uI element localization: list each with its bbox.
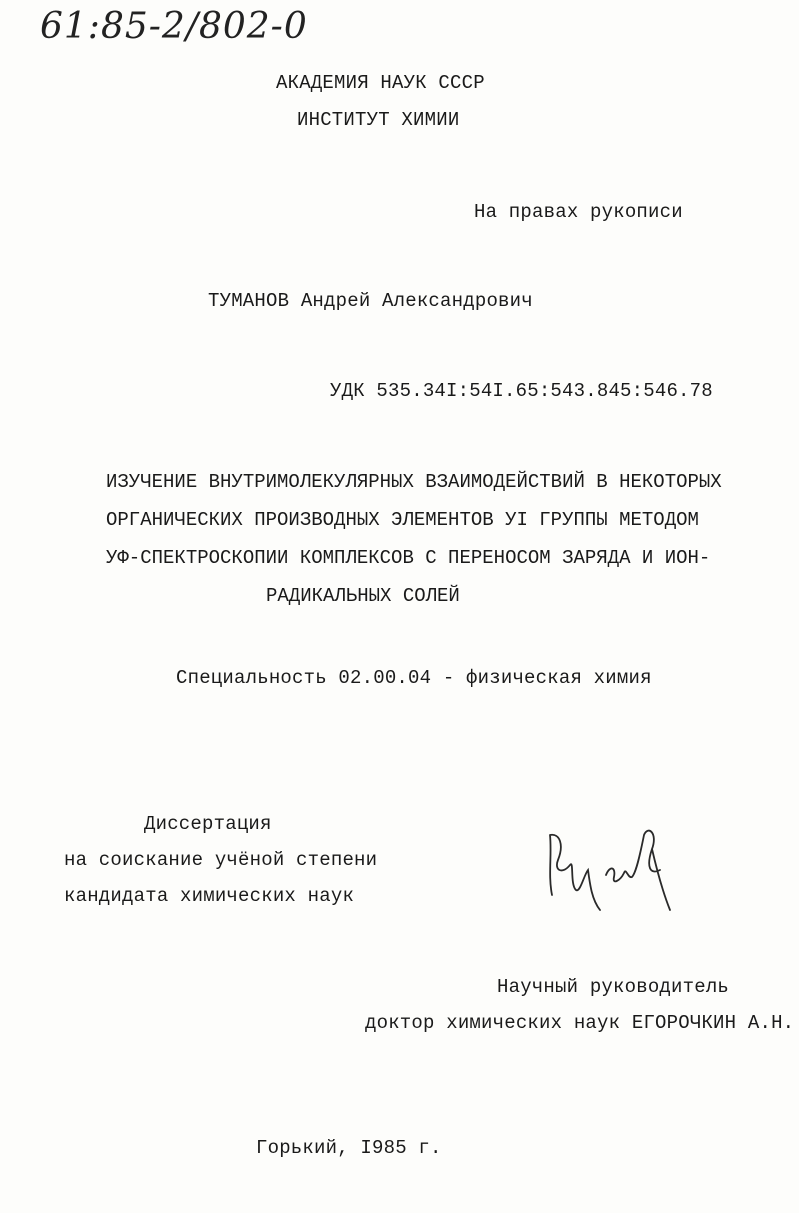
rights-note: На правах рукописи	[474, 201, 683, 223]
academy-heading: АКАДЕМИЯ НАУК СССР	[276, 72, 485, 94]
udk-code: УДК 535.34I:54I.65:543.845:546.78	[330, 380, 713, 402]
specialty: Специальность 02.00.04 - физическая химия	[176, 667, 652, 689]
dissertation-degree: на соискание учёной степени	[64, 849, 378, 871]
dissertation-field: кандидата химических наук	[64, 885, 355, 907]
title-line: УФ-СПЕКТРОСКОПИИ КОМПЛЕКСОВ С ПЕРЕНОСОМ ЗАРЯДА И ИОН-	[106, 547, 711, 569]
title-line: РАДИКАЛЬНЫХ СОЛЕЙ	[266, 585, 460, 607]
title-line: ИЗУЧЕНИЕ ВНУТРИМОЛЕКУЛЯРНЫХ ВЗАИМОДЕЙСТВИЙ В НЕКОТОРЫХ	[106, 471, 722, 493]
dissertation-title	[106, 463, 726, 615]
archive-code-handwritten: 61:85-2/802-0	[40, 6, 308, 47]
author-signature	[540, 815, 690, 915]
supervisor-name: доктор химических наук ЕГОРОЧКИН А.Н.	[365, 1012, 795, 1034]
author-name: ТУМАНОВ Андрей Александрович	[208, 290, 533, 312]
place-year: Горький, I985 г.	[256, 1137, 442, 1159]
supervisor-role: Научный руководитель	[497, 976, 730, 998]
title-line: ОРГАНИЧЕСКИХ ПРОИЗВОДНЫХ ЭЛЕМЕНТОВ УI ГРУППЫ МЕТОДОМ	[106, 509, 699, 531]
institute-heading: ИНСТИТУТ ХИМИИ	[297, 109, 460, 131]
dissertation-label: Диссертация	[144, 813, 272, 835]
